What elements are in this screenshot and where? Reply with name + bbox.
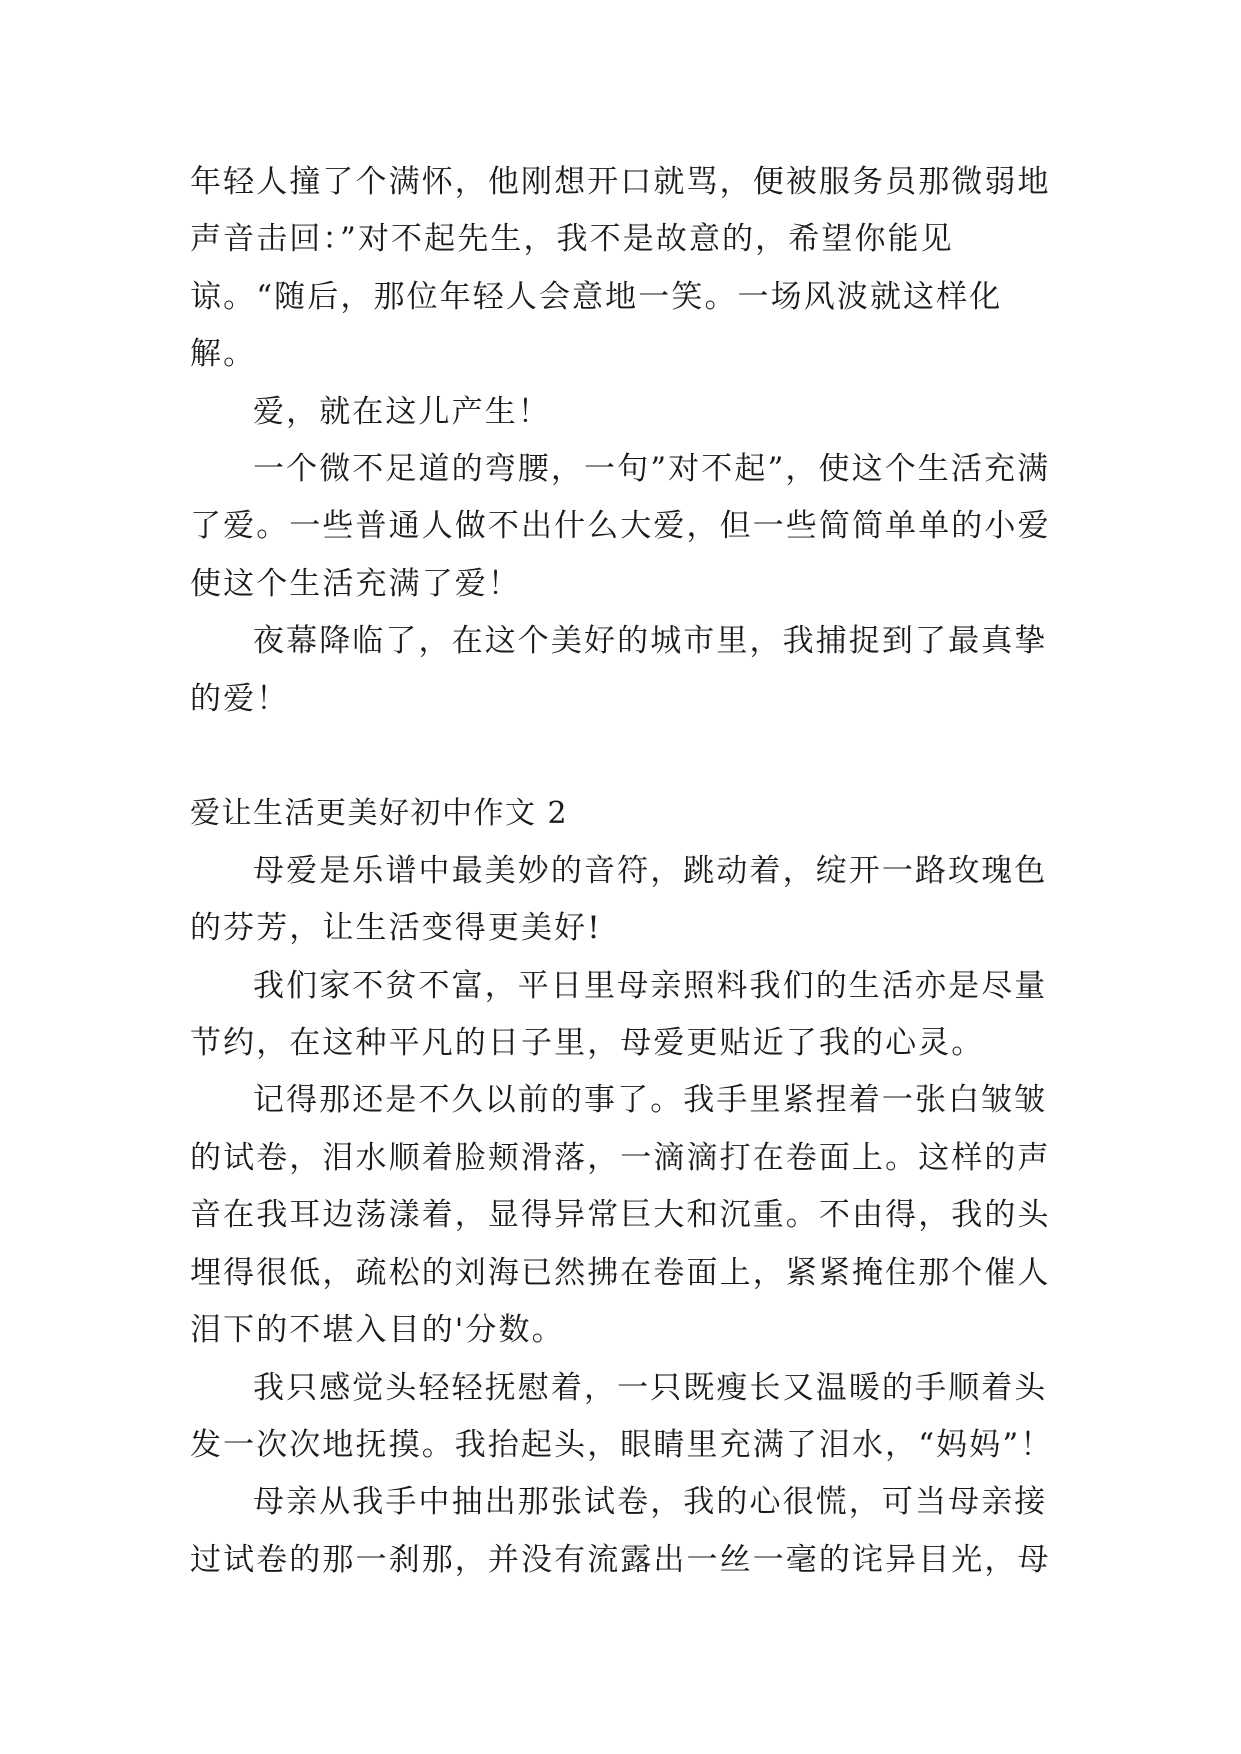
document-body — [190, 154, 1056, 1589]
paragraph: 母爱是乐谱中最美妙的音符，跳动着，绽开一路玫瑰色的芬芳，让生活变得更美好! — [190, 852, 1048, 947]
paragraph: 记得那还是不久以前的事了。我手里紧捏着一张白皱皱的试卷，泪水顺着脸颊滑落，一滴滴打在卷面上。这样的声音在我耳边荡漾着，显得异常巨大和沉重。不由得，我的头埋得很低，疏松的刘海已然拂在卷面上，紧紧掩住那个催人泪下的不堪入目的'分数。 — [190, 1082, 1051, 1349]
section-title: 爱让生活更美好初中作文 2 — [190, 796, 569, 832]
paragraph: 年轻人撞了个满怀，他刚想开口就骂，便被服务员那微弱地声音击回：”对不起先生，我不是故意的，希望你能见谅。“随后，那位年轻人会意地一笑。一场风波就这样化解。 — [190, 164, 1051, 373]
paragraph: 爱，就在这儿产生！ — [253, 393, 551, 430]
paragraph: 一个微不足道的弯腰，一句”对不起”，使这个生活充满了爱。一些普通人做不出什么大爱，但一些简简单单的小爱使这个生活充满了爱！ — [190, 451, 1051, 602]
paragraph: 我只感觉头轻轻抚慰着，一只既瘦长又温暖的手顺着头发一次次地抚摸。我抬起头，眼睛里充满了泪水，“妈妈”！ — [190, 1369, 1054, 1463]
paragraph: 我们家不贫不富，平日里母亲照料我们的生活亦是尽量节约，在这种平凡的日子里，母爱更贴近了我的心灵。 — [190, 967, 1048, 1062]
paragraph: 母亲从我手中抽出那张试卷，我的心很慌，可当母亲接过试卷的那一刹那，并没有流露出一丝一毫的诧异目光，母 — [190, 1484, 1051, 1578]
paragraph: 夜幕降临了，在这个美好的城市里，我捕捉到了最真挚的爱！ — [190, 623, 1048, 717]
